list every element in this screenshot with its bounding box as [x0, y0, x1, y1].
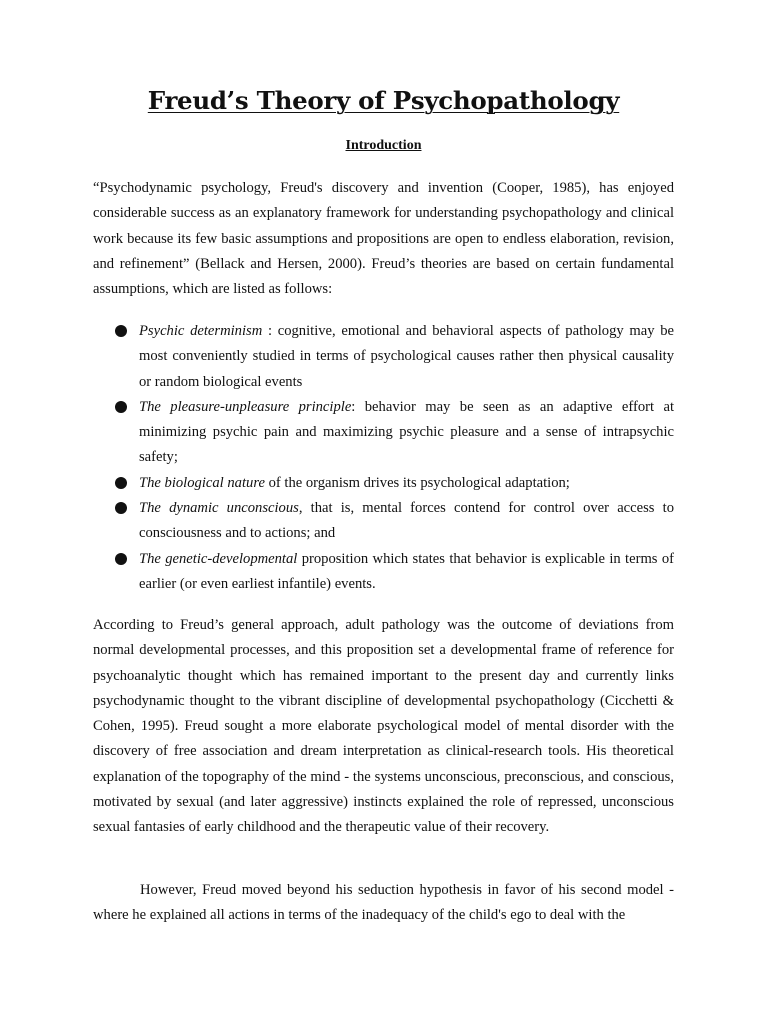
body-paragraph: According to Freud’s general approach, adult pathology was the outcome of deviations from normal developmental processes, and this proposition set a developmental frame of reference for psychoanalytic thought which has remained important to the present day and currently links psychodynamic thought to the vibrant discipline of developmental psychopathology (Cicchetti & Cohen, 1995). Freud sought a more elaborate psychological model of mental disorder with the discovery of free association and dream interpretation as clinical-research tools. His theoretical explanation of the topography of the mind - the systems unconscious, preconscious, and conscious, motivated by sexual (and later aggressive) instincts explained the role of repressed, unconscious sexual fantasies of early childhood and the therapeutic value of their recovery.: [93, 617, 674, 836]
assumption-text: : behavior may be seen as an adaptive effort at minimizing psychic pain and maximizing psychic pleasure and a sense of intrapsychic safety;: [139, 398, 674, 466]
intro-paragraph: “Psychodynamic psychology, Freud's discovery and invention (Cooper, 1985), has enjoyed considerable success as an explanatory framework for understanding psychopathology and clinical work because its few basic assumptions and propositions are open to endless elaboration, revision, and refinement” (Bellack and Hersen, 2000). Freud’s theories are based on certain fundamental assumptions, which are listed as follows:: [93, 180, 674, 298]
assumption-text: of the organism drives its psychological adaptation;: [264, 474, 570, 491]
list-item: [139, 395, 674, 471]
assumption-term: The pleasure-unpleasure principle: [139, 398, 352, 415]
assumption-term: The biological nature: [139, 474, 265, 491]
bullet-icon: [115, 325, 127, 337]
bullet-icon: [115, 477, 127, 489]
assumption-text: proposition which states that behavior is explicable in terms of earlier (or even earliest infantile) events.: [139, 550, 674, 592]
assumption-term: The genetic-developmental: [139, 550, 298, 567]
list-item: [139, 547, 674, 598]
bullet-icon: [115, 553, 127, 565]
list-item: [139, 471, 674, 496]
assumption-term: Psychic determinism: [139, 323, 263, 339]
assumption-text: , that is, mental forces contend for control over access to consciousness and to actions; and: [139, 500, 674, 542]
body-paragraph: However, Freud moved beyond his seduction hypothesis in favor of his second model - where he explained all actions in terms of the inadequacy of the child's ego to deal with the: [93, 882, 674, 924]
assumptions-list: [139, 319, 674, 597]
assumption-text: : cognitive, emotional and behavioral aspects of pathology may be most conveniently studied in terms of psychological causes rather then physical causality or random biological events: [139, 323, 674, 390]
section-heading: Introduction: [345, 138, 422, 153]
list-item: [139, 496, 674, 547]
assumption-term: The dynamic unconscious: [139, 500, 299, 517]
bullet-icon: [115, 401, 127, 413]
list-item: [139, 319, 674, 395]
bullet-icon: [115, 502, 127, 514]
document-title: Freud’s Theory of Psychopathology: [147, 86, 620, 115]
